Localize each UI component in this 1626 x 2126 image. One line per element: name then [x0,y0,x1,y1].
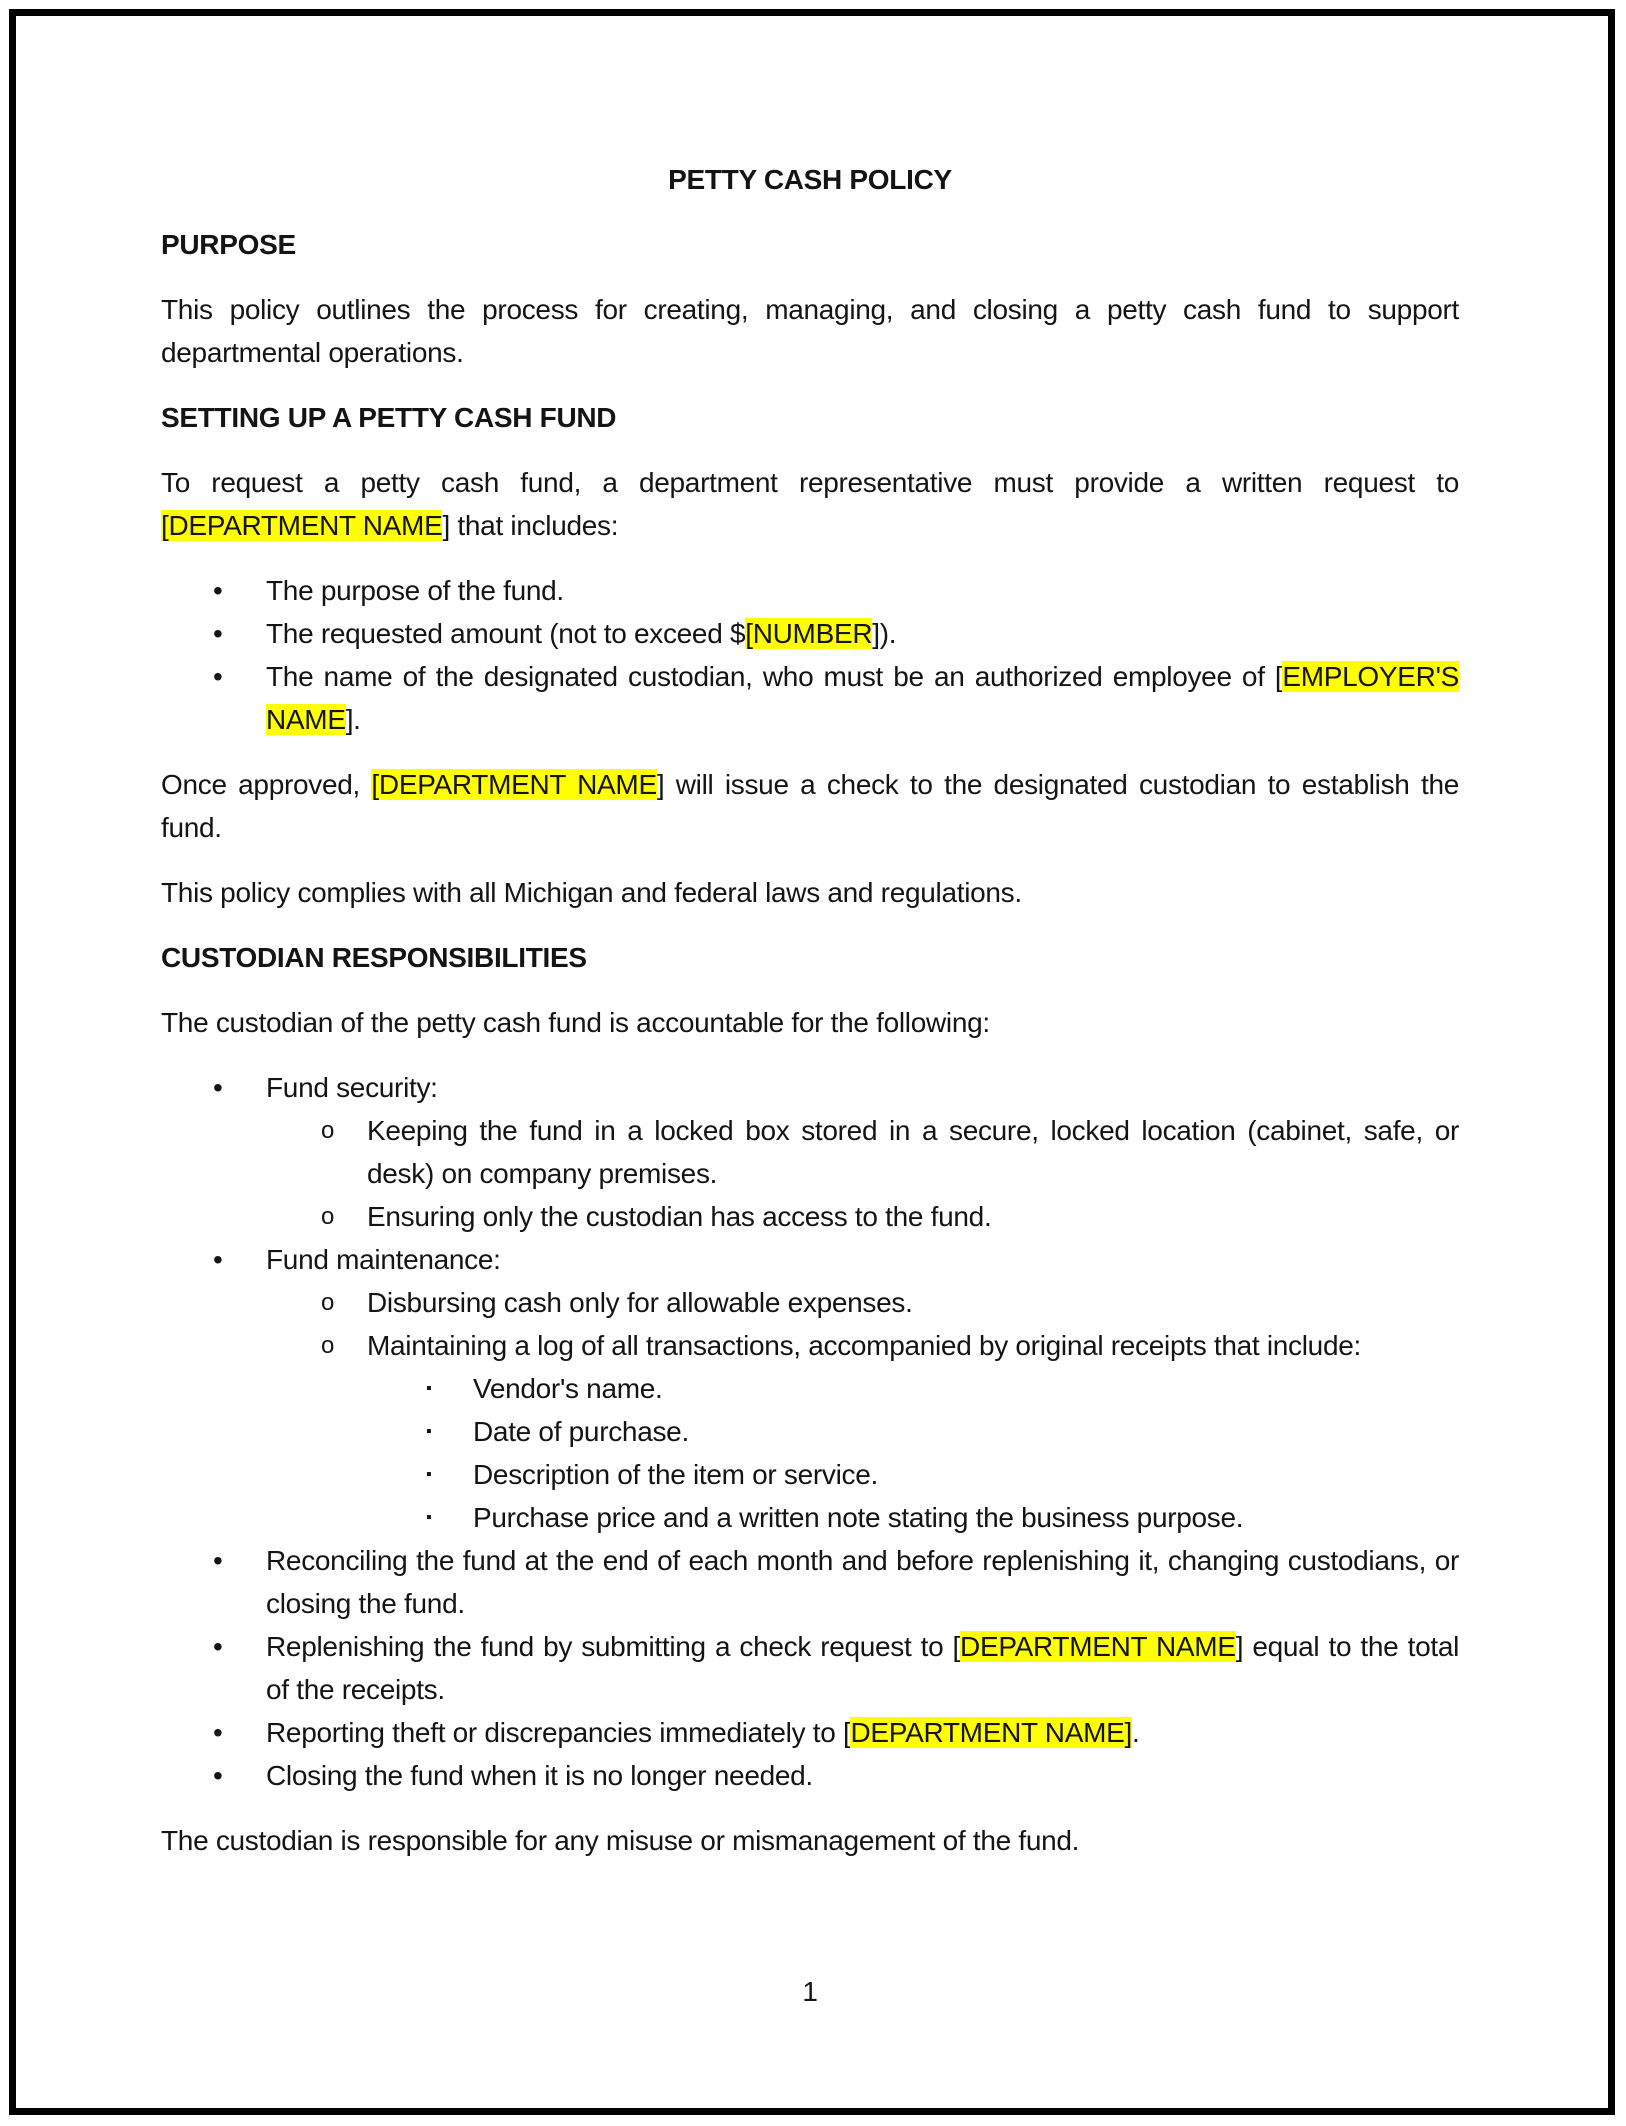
text-run: ]). [872,618,897,649]
heading-purpose: PURPOSE [161,229,296,260]
list-item [161,1539,1459,1625]
list-item-text: Keeping the fund in a locked box stored in a secure, locked location (cabinet, safe, or desk) on company premises. [367,1115,1459,1189]
list-item [161,1496,1459,1539]
list-item-text: Ensuring only the custodian has access to the fund. [367,1201,992,1232]
list-item [161,1711,1459,1754]
list-item-text: Date of purchase. [473,1416,689,1447]
heading-custodian-responsibilities: CUSTODIAN RESPONSIBILITIES [161,942,587,973]
list-item [161,1367,1459,1410]
list-item-text: Purchase price and a written note stating the business purpose. [473,1502,1244,1533]
highlighted-placeholder: [DEPARTMENT NAME [371,769,657,800]
text-run: Once approved, [161,769,372,800]
custodian-intro-paragraph: The custodian of the petty cash fund is accountable for the following: [161,1007,990,1038]
list-item [161,1109,1459,1195]
accountability-paragraph: The custodian is responsible for any misuse or mismanagement of the fund. [161,1825,1080,1856]
custodian-responsibilities-list [161,1066,1459,1797]
text-run: ]. [345,704,361,735]
highlighted-placeholder: DEPARTMENT NAME [960,1631,1236,1662]
compliance-paragraph: This policy complies with all Michigan and federal laws and regulations. [161,877,1022,908]
setup-intro-paragraph [161,461,1459,547]
list-item-text: Fund maintenance: [266,1244,501,1275]
text-run: To request a petty cash fund, a department representative must provide a written request to [161,467,1459,498]
text-run: The purpose of the fund. [266,575,564,606]
list-item-text [266,618,896,649]
list-item-text: Reconciling the fund at the end of each month and before replenishing it, changing custodians, or closing the fund. [266,1545,1459,1619]
list-item-text: Disbursing cash only for allowable expenses. [367,1287,913,1318]
request-requirements-list [161,569,1459,741]
square-bullet-icon: ▪ [426,1423,432,1440]
square-bullet-icon: ▪ [426,1509,432,1526]
square-bullet-icon: ▪ [426,1466,432,1483]
list-item-text: Closing the fund when it is no longer needed. [266,1760,813,1791]
circle-bullet-icon: o [321,1203,335,1230]
list-item [161,655,1459,741]
list-item-text [266,1631,1459,1705]
bullet-icon: • [213,1072,223,1103]
list-item-text: Maintaining a log of all transactions, accompanied by original receipts that include: [367,1330,1361,1361]
text-run: ] equal to the total of the receipts. [266,1631,1460,1705]
highlighted-placeholder: DEPARTMENT NAME] [850,1717,1132,1748]
list-item [161,612,1459,655]
list-item-text [266,661,1459,735]
page-number: 1 [802,1976,818,2007]
bullet-icon: • [213,1631,223,1662]
text-run: The name of the designated custodian, who must be an authorized employee of [ [266,661,1283,692]
bullet-icon: • [213,1717,223,1748]
bullet-icon: • [213,1760,223,1791]
list-item [161,1324,1459,1367]
purpose-paragraph: This policy outlines the process for creating, managing, and closing a petty cash fund to support departmental operations. [161,294,1459,368]
heading-setup: SETTING UP A PETTY CASH FUND [161,402,617,433]
list-item [161,569,1459,612]
list-item [161,1625,1459,1711]
list-item-text: Fund security: [266,1072,438,1103]
text-run: The requested amount (not to exceed $ [266,618,746,649]
bullet-icon: • [213,1545,223,1576]
list-item [161,1754,1459,1797]
bullet-icon: • [213,618,223,649]
list-item-text: Description of the item or service. [473,1459,878,1490]
doc-title: PETTY CASH POLICY [668,164,952,195]
document-body [161,158,1459,2013]
text-run: . [1131,1717,1140,1748]
bullet-icon: • [213,1244,223,1275]
text-run: ] will issue a check to the designated custodian to establish the fund. [161,769,1459,843]
list-item-text [266,1717,1139,1748]
list-item [161,1453,1459,1496]
text-run: ] that includes: [442,510,619,541]
highlighted-placeholder: [NUMBER [745,618,873,649]
list-item-text: Vendor's name. [473,1373,663,1404]
text-run: Replenishing the fund by submitting a check request to [ [266,1631,961,1662]
highlighted-placeholder: EMPLOYER'S NAME [266,661,1459,735]
bullet-icon: • [213,575,223,606]
circle-bullet-icon: o [321,1289,335,1316]
approval-paragraph [161,763,1459,849]
circle-bullet-icon: o [321,1117,335,1144]
bullet-icon: • [213,661,223,692]
square-bullet-icon: ▪ [426,1380,432,1397]
list-item [161,1410,1459,1453]
text-run: Reporting theft or discrepancies immediately to [ [266,1717,851,1748]
list-item [161,1195,1459,1238]
list-item-fund-security [161,1066,1459,1109]
highlighted-placeholder: [DEPARTMENT NAME [161,510,443,541]
list-item-text [266,575,564,606]
list-item-fund-maintenance [161,1238,1459,1281]
list-item [161,1281,1459,1324]
circle-bullet-icon: o [321,1332,335,1359]
